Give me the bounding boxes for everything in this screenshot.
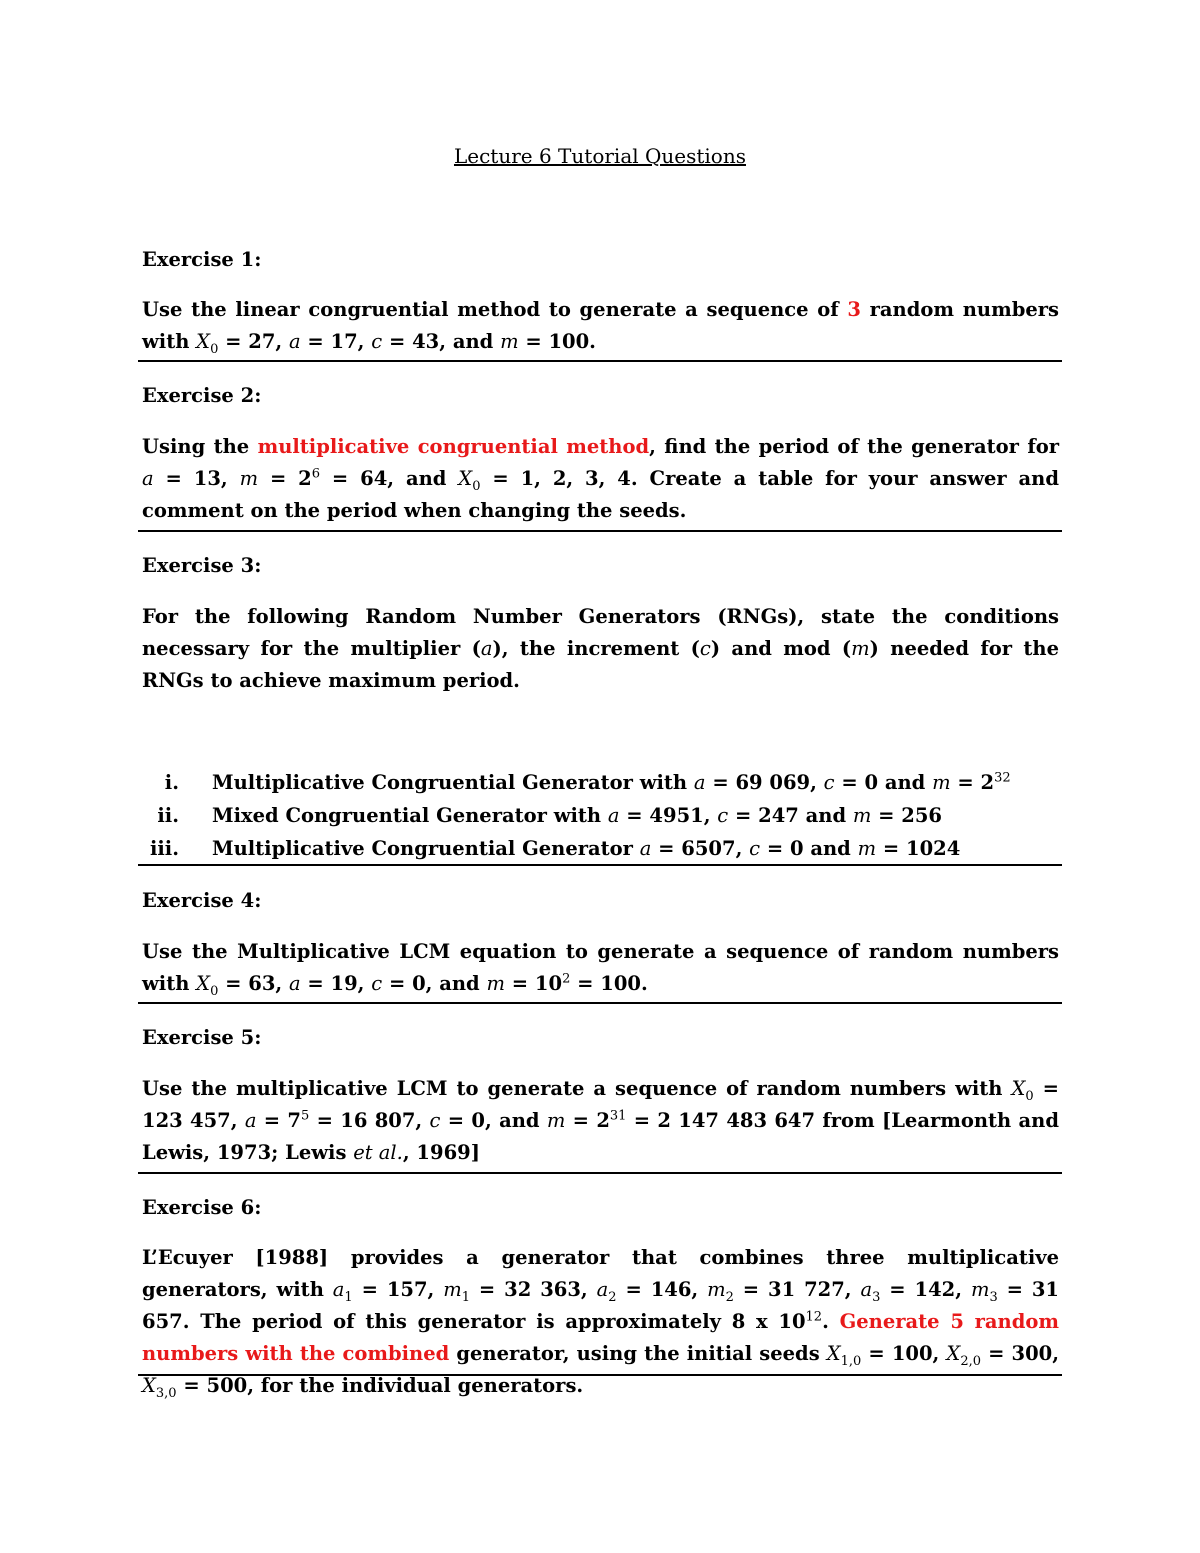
- divider: [138, 1172, 1062, 1174]
- divider: [138, 1374, 1062, 1376]
- divider: [138, 360, 1062, 362]
- exercise-1-text: Use the linear congruential method to generate a sequence of 3 random numbers with $X_0 = 27$, a = 17, c = 43, and m = 100.: [142, 298, 1059, 357]
- exercise-2-heading: Exercise 2:: [142, 384, 262, 407]
- divider: [138, 864, 1062, 866]
- exercise-4-text: Use the Multiplicative LCM equation to generate a sequence of random numbers with $X_0 = 63$, a = 19, c = 0, and $m = 10^2 = 100$.: [142, 940, 1059, 999]
- exercise-2-text: Using the multiplicative congruential method, find the period of the generator for a = 13, $m = 2^6 = 64$, and $X_0 = 1$, 2, 3, 4. Create a table for your answer and comment on the period when changing the seeds.: [142, 435, 1060, 522]
- generator-list: [142, 767, 1059, 866]
- exercise-5-text: Use the multiplicative LCM to generate a sequence of random numbers with $X_0 = 123$ 457, $a = 7^5 = 16$ 807, c = 0, and $m = 2^{31} = 2$ 147 483 647 from [Learmonth and Lewis, 1973; Lewis et al., 1969]: [142, 1077, 1059, 1164]
- exercise-4-heading: Exercise 4:: [142, 889, 262, 912]
- list-item: i. Multiplicative Congruential Generator with a = 69 069, c = 0 and $m = 2^{32}$: [164, 770, 1011, 794]
- exercise-5-heading: Exercise 5:: [142, 1026, 262, 1049]
- list-item: iii. Multiplicative Congruential Generator a = 6507, c = 0 and m = 1024: [149, 837, 961, 860]
- page-title: Lecture 6 Tutorial Questions: [453, 144, 746, 168]
- exercise-6-text: L’Ecuyer [1988] provides a generator that combines three multiplicative generators, with $a_1 = 157$, $m_1 = 32$ 363, $a_2 = 146$, $m_2 = 31$ 727, $a_3 = 142$, $m_3 = 31$ 657. The period of this generator is approximately 8 x $10^{12}$. Generate 5 random numbers with the combined generator, using the initial seeds $X_{1,0} = 100$, $X_{2,0} = 300$, $X_{3,0} = 500$, for the individual generators.: [142, 1246, 1060, 1401]
- exercise-6-heading: Exercise 6:: [142, 1196, 262, 1219]
- divider: [138, 1002, 1062, 1004]
- exercise-3-text: For the following Random Number Generators (RNGs), state the conditions necessary for the multiplier (a), the increment (c) and mod (m) needed for the RNGs to achieve maximum period.: [142, 605, 1059, 692]
- list-item: ii. Mixed Congruential Generator with a = 4951, c = 247 and m = 256: [157, 804, 942, 827]
- divider: [138, 530, 1062, 532]
- exercise-1-heading: Exercise 1:: [142, 248, 262, 271]
- exercise-3-heading: Exercise 3:: [142, 554, 262, 577]
